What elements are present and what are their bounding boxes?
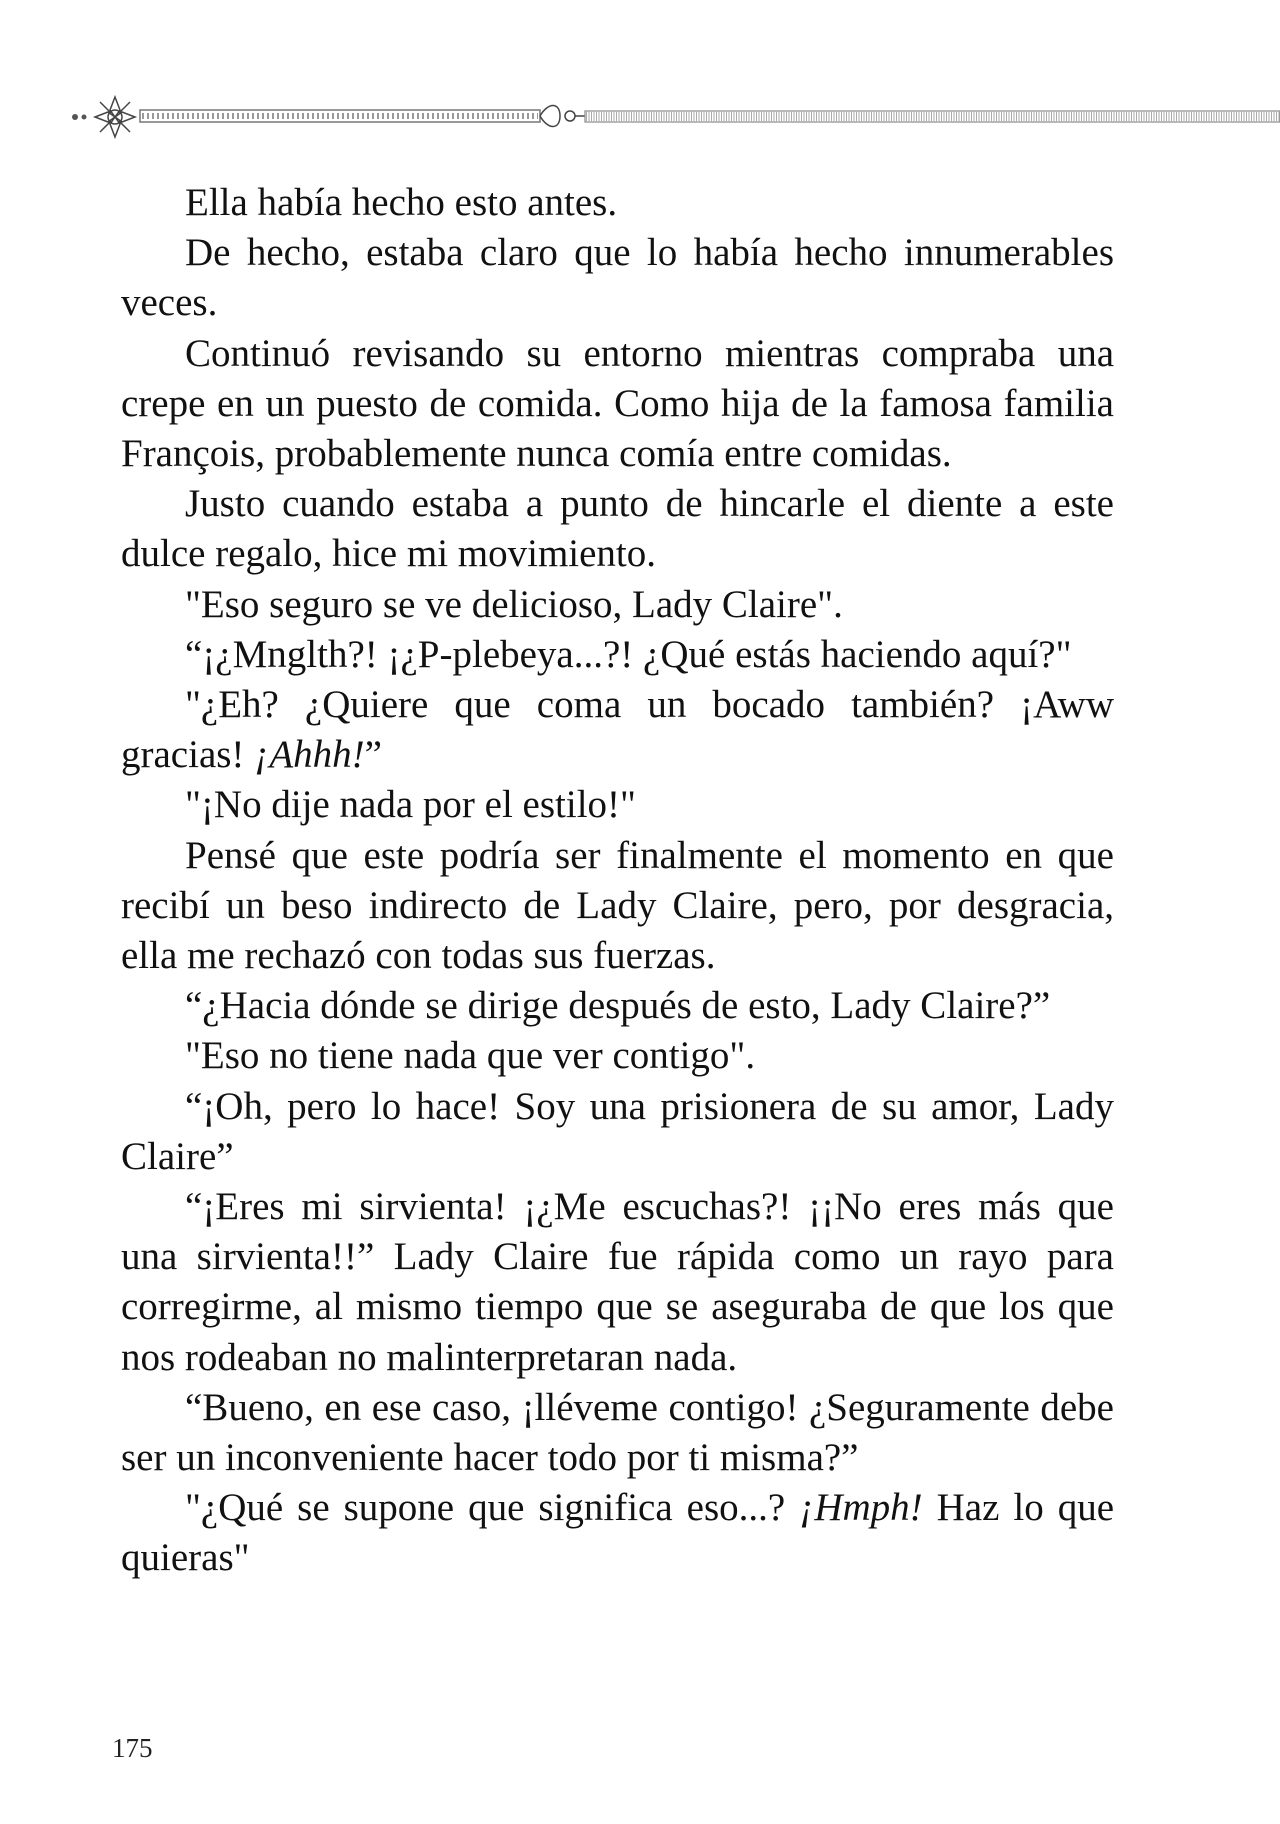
paragraph: “¡Eres mi sirvienta! ¡¿Me escuchas?! ¡¡No eres más que una sirvienta!!” Lady Claire fue rápida como un rayo para corregirme, al mismo tiempo que se aseguraba de que los que nos rodeaban no malinterpretaran nada. (121, 1185, 1114, 1379)
paragraph: “Bueno, en ese caso, ¡lléveme contigo! ¿Seguramente debe ser un inconveniente hacer todo por ti misma?” (121, 1385, 1114, 1480)
paragraph: Continuó revisando su entorno mientras compraba una crepe en un puesto de comida. Como hija de la famosa familia François, probablemente nunca comía entre comidas. (121, 331, 1114, 476)
italic-exclamation: ¡Hmph! (799, 1486, 923, 1530)
flourish-ornament-icon (70, 92, 1280, 142)
paragraph: Pensé que este podría ser finalmente el momento en que recibí un beso indirecto de Lady Claire, pero, por desgracia, ella me rechazó con todas sus fuerzas. (121, 833, 1114, 978)
paragraph: "Eso seguro se ve delicioso, Lady Claire". (185, 582, 843, 626)
paragraph: Justo cuando estaba a punto de hincarle el diente a este dulce regalo, hice mi movimiento. (121, 482, 1114, 576)
paragraph: "¿Qué se supone que significa eso...? ¡Hmph! Haz lo que quieras" (121, 1486, 1114, 1580)
page-number: 175 (112, 1733, 153, 1763)
paragraph: De hecho, estaba claro que lo había hecho innumerables veces. (121, 231, 1114, 325)
paragraph: “¿Hacia dónde se dirige después de esto, Lady Claire?” (185, 984, 1051, 1028)
paragraph: "¿Eh? ¿Quiere que coma un bocado también? ¡Aww gracias! ¡Ahhh!” (121, 683, 1114, 777)
italic-exclamation: ¡Ahhh! (254, 733, 365, 777)
paragraph: Ella había hecho esto antes. (185, 181, 618, 224)
paragraph: "Eso no tiene nada que ver contigo". (185, 1034, 756, 1078)
main-text (121, 178, 1114, 1584)
paragraph: “¡Oh, pero lo hace! Soy una prisionera de su amor, Lady Claire” (121, 1084, 1114, 1178)
paragraph: "¡No dije nada por el estilo!" (185, 783, 636, 827)
paragraph: “¡¿Mnglth?! ¡¿P-plebeya...?! ¿Qué estás haciendo aquí?" (185, 632, 1072, 676)
